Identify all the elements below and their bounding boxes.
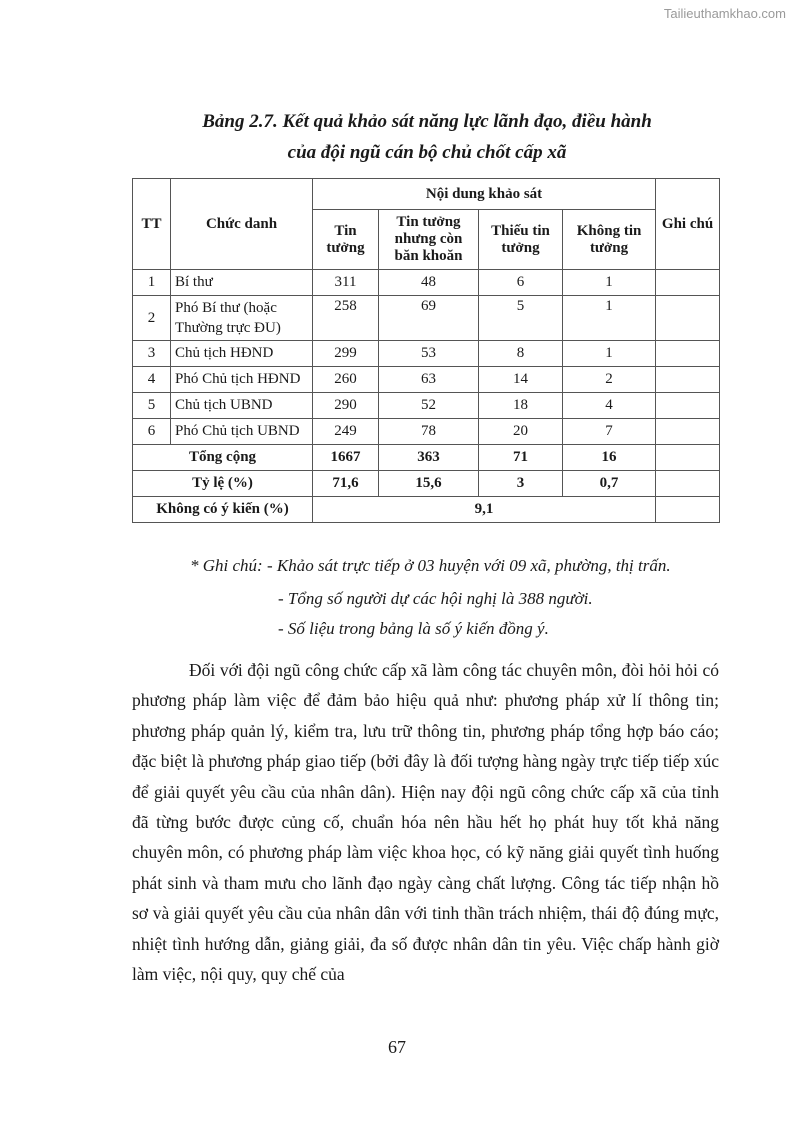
watermark: Tailieuthamkhao.com bbox=[663, 6, 786, 21]
header-tin-tuong: Tin tưởng bbox=[313, 210, 379, 270]
cell-ghi-chu bbox=[656, 367, 720, 393]
page-number: 67 bbox=[388, 1037, 406, 1057]
ratio-tin-tuong: 71,6 bbox=[313, 471, 379, 497]
table-row bbox=[133, 393, 720, 419]
cell-thieu-tin-tuong: 18 bbox=[479, 393, 563, 419]
cell-khong-tin-tuong: 1 bbox=[563, 341, 656, 367]
table-row bbox=[133, 296, 720, 341]
cell-ghi-chu bbox=[656, 296, 720, 341]
total-con-ban-khoan: 363 bbox=[379, 445, 479, 471]
header-khong-tin-tuong: Không tin tưởng bbox=[563, 210, 656, 270]
paragraph-text: Đối với đội ngũ công chức cấp xã làm công tác chuyên môn, đòi hỏi hỏi có phương pháp làm việc để đảm bảo hiệu quả như: phương pháp xử lí thông tin; phương pháp quản lý, kiểm tra, lưu trữ thông tin, phương pháp tổng hợp báo cáo; đặc biệt là phương pháp giao tiếp (bởi đây là đối tượng hàng ngày trực tiếp tiếp xúc để giải quyết yêu cầu của nhân dân). Hiện nay đội ngũ công chức cấp xã của tỉnh đã từng bước được củng cố, chuẩn hóa nên hầu hết họ phát huy tốt khả năng chuyên môn, có phương pháp làm việc khoa học, có kỹ năng giải quyết tình huống phát sinh và tham mưu cho lãnh đạo ngày càng chất lượng. Công tác tiếp nhận hồ sơ và giải quyết yêu cầu của nhân dân với tinh thần trách nhiệm, thái độ đúng mực, nhiệt tình hướng dẫn, giảng giải, đa số được nhân dân tin yêu. Việc chấp hành giờ làm việc, nội quy, quy chế của bbox=[132, 660, 719, 985]
header-noi-dung: Nội dung khảo sát bbox=[313, 179, 656, 210]
ratio-label: Tỷ lệ (%) bbox=[133, 471, 313, 497]
header-con-ban-khoan: Tin tưởng nhưng còn băn khoăn bbox=[379, 210, 479, 270]
cell-name: Chủ tịch UBND bbox=[171, 393, 313, 419]
cell-ghi-chu bbox=[656, 393, 720, 419]
ratio-khong-tin-tuong: 0,7 bbox=[563, 471, 656, 497]
note-line-2: - Tổng số người dự các hội nghị là 388 người. bbox=[278, 589, 593, 608]
header-tt: TT bbox=[133, 179, 171, 270]
ratio-thieu-tin-tuong: 3 bbox=[479, 471, 563, 497]
cell-ghi-chu bbox=[656, 471, 720, 497]
cell-name: Phó Bí thư (hoặc Thường trực ĐU) bbox=[171, 296, 313, 341]
cell-ghi-chu bbox=[656, 341, 720, 367]
cell-tt: 6 bbox=[133, 419, 171, 445]
cell-name: Chủ tịch HĐND bbox=[171, 341, 313, 367]
cell-tt: 3 bbox=[133, 341, 171, 367]
cell-tt: 5 bbox=[133, 393, 171, 419]
ratio-con-ban-khoan: 15,6 bbox=[379, 471, 479, 497]
header-thieu-tin-tuong: Thiếu tin tưởng bbox=[479, 210, 563, 270]
header-ghi-chu: Ghi chú bbox=[656, 179, 720, 270]
table-title-line2: của đội ngũ cán bộ chủ chốt cấp xã bbox=[287, 142, 567, 163]
total-label: Tổng cộng bbox=[133, 445, 313, 471]
cell-khong-tin-tuong: 7 bbox=[563, 419, 656, 445]
cell-ghi-chu bbox=[656, 419, 720, 445]
cell-thieu-tin-tuong: 8 bbox=[479, 341, 563, 367]
cell-name: Phó Chủ tịch HĐND bbox=[171, 367, 313, 393]
total-khong-tin-tuong: 16 bbox=[563, 445, 656, 471]
survey-table bbox=[132, 178, 720, 523]
note-line-3: - Số liệu trong bảng là số ý kiến đồng ý. bbox=[278, 619, 549, 638]
cell-con-ban-khoan: 63 bbox=[379, 367, 479, 393]
cell-ghi-chu bbox=[656, 270, 720, 296]
table-row bbox=[133, 270, 720, 296]
cell-thieu-tin-tuong: 20 bbox=[479, 419, 563, 445]
cell-ghi-chu bbox=[656, 445, 720, 471]
ratio-row bbox=[133, 471, 720, 497]
cell-tin-tuong: 290 bbox=[313, 393, 379, 419]
table-row bbox=[133, 419, 720, 445]
cell-thieu-tin-tuong: 5 bbox=[479, 296, 563, 341]
cell-tt: 4 bbox=[133, 367, 171, 393]
cell-ghi-chu bbox=[656, 497, 720, 523]
cell-tin-tuong: 249 bbox=[313, 419, 379, 445]
cell-thieu-tin-tuong: 6 bbox=[479, 270, 563, 296]
note-line-1: * Ghi chú: - Khảo sát trực tiếp ở 03 huyện với 09 xã, phường, thị trấn. bbox=[190, 556, 671, 575]
total-tin-tuong: 1667 bbox=[313, 445, 379, 471]
table-row bbox=[133, 367, 720, 393]
cell-thieu-tin-tuong: 14 bbox=[479, 367, 563, 393]
no-opinion-value: 9,1 bbox=[313, 497, 656, 523]
cell-tt: 2 bbox=[133, 296, 171, 341]
cell-khong-tin-tuong: 1 bbox=[563, 296, 656, 341]
table-row bbox=[133, 341, 720, 367]
cell-con-ban-khoan: 52 bbox=[379, 393, 479, 419]
cell-name: Bí thư bbox=[171, 270, 313, 296]
cell-khong-tin-tuong: 4 bbox=[563, 393, 656, 419]
header-chuc-danh: Chức danh bbox=[171, 179, 313, 270]
cell-con-ban-khoan: 48 bbox=[379, 270, 479, 296]
cell-tin-tuong: 311 bbox=[313, 270, 379, 296]
no-opinion-row bbox=[133, 497, 720, 523]
cell-tt: 1 bbox=[133, 270, 171, 296]
cell-con-ban-khoan: 53 bbox=[379, 341, 479, 367]
cell-con-ban-khoan: 69 bbox=[379, 296, 479, 341]
cell-name: Phó Chủ tịch UBND bbox=[171, 419, 313, 445]
cell-tin-tuong: 258 bbox=[313, 296, 379, 341]
no-opinion-label: Không có ý kiến (%) bbox=[133, 497, 313, 523]
total-thieu-tin-tuong: 71 bbox=[479, 445, 563, 471]
cell-tin-tuong: 299 bbox=[313, 341, 379, 367]
cell-con-ban-khoan: 78 bbox=[379, 419, 479, 445]
table-title-line1: Bảng 2.7. Kết quả khảo sát năng lực lãnh đạo, điều hành bbox=[202, 111, 652, 132]
cell-khong-tin-tuong: 2 bbox=[563, 367, 656, 393]
total-row bbox=[133, 445, 720, 471]
cell-tin-tuong: 260 bbox=[313, 367, 379, 393]
body-paragraph bbox=[132, 655, 719, 989]
cell-khong-tin-tuong: 1 bbox=[563, 270, 656, 296]
